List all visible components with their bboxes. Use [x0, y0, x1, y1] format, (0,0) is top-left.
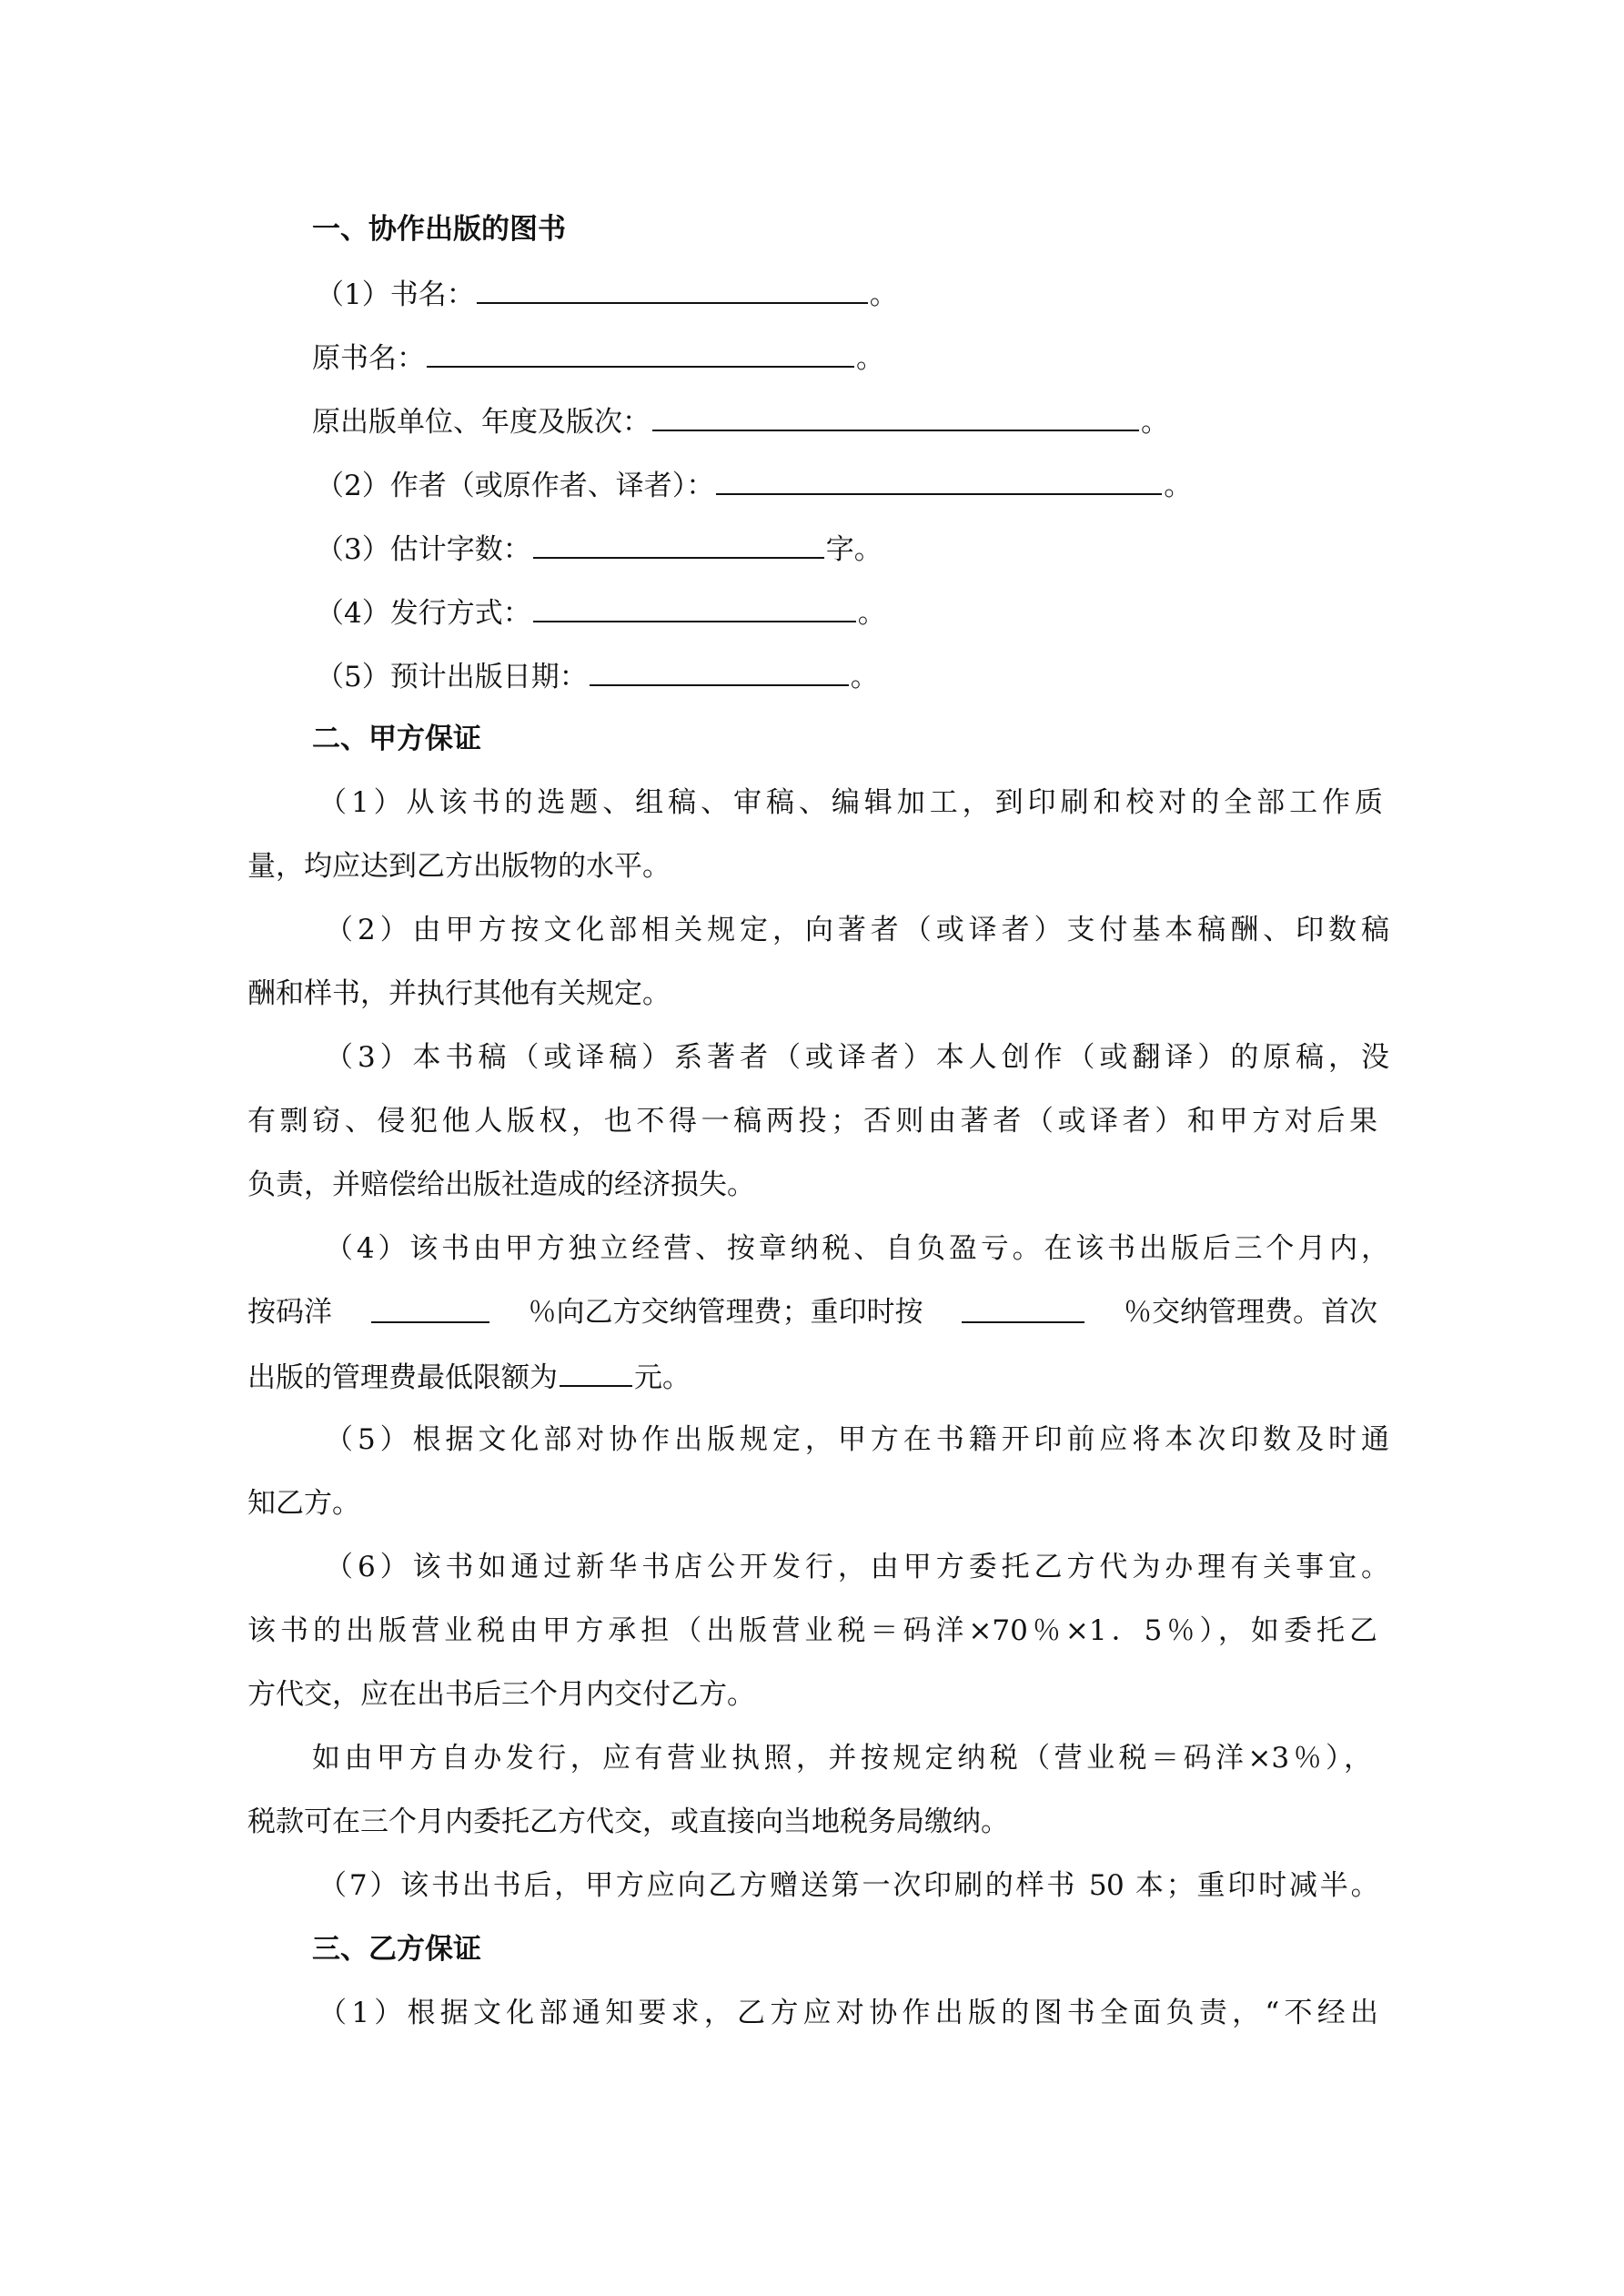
clause-2-6-line-3: 方代交，应在出书后三个月内交付乙方。 [247, 1678, 755, 1711]
clause-2-7: （7）该书出书后，甲方应向乙方赠送第一次印刷的样书 50 本；重印时减半。 [318, 1869, 1378, 1902]
clause-2-5-line-2: 知乙方。 [247, 1487, 360, 1520]
field-suffix: 。 [857, 597, 886, 630]
field-original-publisher [312, 402, 1169, 439]
field-author [316, 466, 1192, 502]
clause-2-6-line-2: 该书的出版营业税由甲方承担（出版营业税＝码洋×70％×1．5％），如委托乙 [247, 1614, 1377, 1647]
field-publish-date [316, 657, 879, 693]
clause-2-4-line-1: （4）该书由甲方独立经营、按章纳税、自负盈亏。在该书出版后三个月内， [325, 1232, 1389, 1265]
clause-2-4-line-3 [247, 1358, 691, 1394]
clause-2-1-line-1: （1）从该书的选题、组稿、审稿、编辑加工，到印刷和校对的全部工作质 [318, 786, 1383, 819]
field-original-title [312, 339, 884, 375]
text-segment: ％交纳管理费。首次 [1124, 1296, 1377, 1329]
clause-2-6-line-1: （6）该书如通过新华书店公开发行，由甲方委托乙方代为办理有关事宜。 [325, 1551, 1389, 1583]
clause-2-3-line-3: 负责，并赔偿给出版社造成的经济损失。 [247, 1168, 755, 1201]
clause-2-3-line-1: （3）本书稿（或译稿）系著者（或译者）本人创作（或翻译）的原稿，没 [325, 1041, 1389, 1074]
fill-blank-management-fee-rate[interactable] [371, 1294, 489, 1323]
section-heading-2: 二、甲方保证 [312, 723, 481, 755]
field-label: （4）发行方式： [316, 597, 531, 630]
clause-2-3-line-2: 有剽窃、侵犯他人版权，也不得一稿两投；否则由著者（或译者）和甲方对后果 [247, 1105, 1377, 1138]
fill-blank-reprint-fee-rate[interactable] [962, 1294, 1084, 1323]
text-segment: ％向乙方交纳管理费；重印时按 [528, 1296, 923, 1329]
fill-blank-original-publisher[interactable] [652, 402, 1139, 431]
field-suffix: 。 [869, 278, 898, 311]
clause-2-1-line-2: 量，均应达到乙方出版物的水平。 [247, 850, 671, 883]
section-heading-1: 一、协作出版的图书 [312, 213, 566, 246]
text-segment: 出版的管理费最低限额为 [247, 1361, 558, 1394]
field-suffix: 。 [1164, 470, 1193, 502]
fill-blank-original-title[interactable] [427, 339, 854, 368]
field-distribution [316, 593, 886, 630]
field-suffix: 。 [1141, 406, 1169, 439]
field-label: （1）书名： [316, 278, 475, 311]
field-label: 原出版单位、年度及版次： [312, 406, 651, 439]
field-suffix: 。 [856, 342, 884, 375]
fill-blank-min-fee[interactable] [560, 1358, 632, 1387]
fill-blank-distribution[interactable] [533, 593, 856, 622]
field-suffix: 字。 [825, 533, 883, 566]
section-heading-3: 三、乙方保证 [312, 1933, 481, 1966]
field-word-count [316, 530, 883, 566]
clause-2-2-line-2: 酬和样书，并执行其他有关规定。 [247, 977, 671, 1010]
field-suffix: 。 [850, 661, 879, 693]
text-segment: 按码洋 [247, 1296, 332, 1329]
clause-2-2-line-1: （2）由甲方按文化部相关规定，向著者（或译者）支付基本稿酬、印数稿 [325, 914, 1389, 946]
clause-2-6b-line-2: 税款可在三个月内委托乙方代交，或直接向当地税务局缴纳。 [247, 1805, 1009, 1838]
field-label: （3）估计字数： [316, 533, 531, 566]
text-segment: 元。 [634, 1361, 691, 1394]
field-label: （5）预计出版日期： [316, 661, 588, 693]
clause-2-6b-line-1: 如由甲方自办发行，应有营业执照，并按规定纳税（营业税＝码洋×3％）， [312, 1742, 1372, 1775]
clause-2-5-line-1: （5）根据文化部对协作出版规定，甲方在书籍开印前应将本次印数及时通 [325, 1423, 1389, 1456]
field-label: （2）作者（或原作者、译者）： [316, 470, 715, 502]
fill-blank-publish-date[interactable] [590, 657, 849, 686]
field-label: 原书名： [312, 342, 425, 375]
clause-2-4-line-2 [247, 1294, 1377, 1330]
fill-blank-book-title[interactable] [477, 275, 868, 304]
clause-3-1-line-1: （1）根据文化部通知要求，乙方应对协作出版的图书全面负责，“不经出 [318, 1997, 1378, 2029]
fill-blank-word-count[interactable] [533, 530, 824, 559]
fill-blank-author[interactable] [716, 466, 1162, 495]
field-book-title [316, 275, 898, 311]
